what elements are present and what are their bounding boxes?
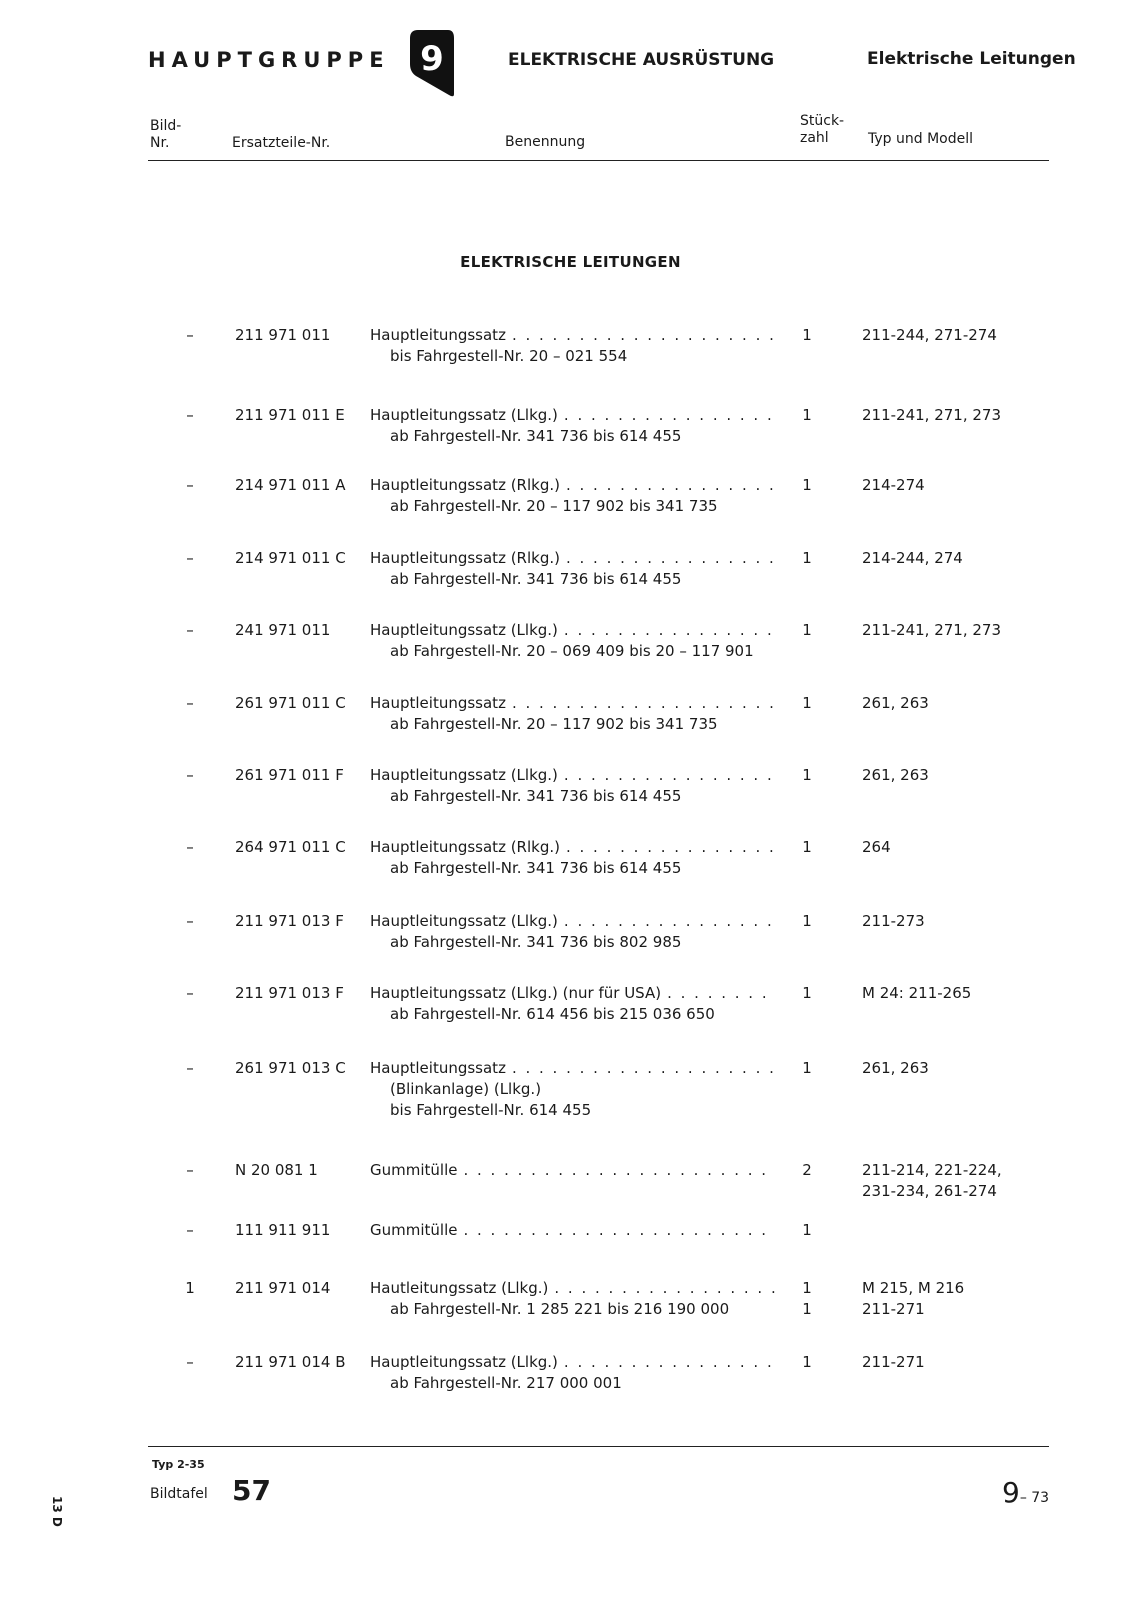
quantity-value: 1 bbox=[802, 476, 812, 494]
typ-modell bbox=[862, 837, 891, 858]
part-description bbox=[370, 693, 775, 735]
part-name: Hauptleitungssatz (Rlkg.) bbox=[370, 549, 560, 567]
leader-dots bbox=[564, 620, 775, 641]
quantity bbox=[800, 1352, 814, 1373]
typ-label: Typ 2-35 bbox=[152, 1458, 205, 1471]
typ-modell-value: 211-241, 271, 273 bbox=[862, 621, 1002, 639]
part-number: 211 971 014 bbox=[235, 1279, 331, 1297]
quantity-value: 1 bbox=[802, 984, 812, 1002]
column-header-typ-modell: Typ und Modell bbox=[868, 131, 973, 147]
typ-modell bbox=[862, 548, 963, 569]
part-name: Hautleitungssatz (Llkg.) bbox=[370, 1279, 549, 1297]
part-number: 214 971 011 C bbox=[235, 549, 346, 567]
typ-modell-value: 261, 263 bbox=[862, 766, 929, 784]
typ-modell-value: 214-244, 274 bbox=[862, 549, 963, 567]
typ-modell bbox=[862, 620, 1001, 641]
part-subline: ab Fahrgestell-Nr. 20 – 069 409 bis 20 – 117 901 bbox=[390, 642, 754, 660]
part-description bbox=[370, 1352, 775, 1394]
part-name: Hauptleitungssatz bbox=[370, 1059, 506, 1077]
part-subline: ab Fahrgestell-Nr. 341 736 bis 614 455 bbox=[390, 787, 682, 805]
quantity-value: 1 bbox=[802, 1059, 812, 1077]
bild-nr: – bbox=[186, 326, 194, 344]
part-description bbox=[370, 765, 775, 807]
quantity-value: 1 bbox=[802, 406, 812, 424]
part-subline: ab Fahrgestell-Nr. 614 456 bis 215 036 650 bbox=[390, 1005, 715, 1023]
typ-modell bbox=[862, 325, 997, 346]
quantity-value: 1 bbox=[802, 1221, 812, 1239]
page-main: 9 bbox=[1002, 1476, 1020, 1509]
part-subline: bis Fahrgestell-Nr. 20 – 021 554 bbox=[390, 347, 628, 365]
leader-dots bbox=[566, 475, 775, 496]
bild-nr: – bbox=[186, 549, 194, 567]
quantity bbox=[800, 1220, 814, 1241]
typ-modell-value: 211-273 bbox=[862, 912, 925, 930]
typ-modell-value: 211-271 bbox=[862, 1300, 925, 1318]
group-label: HAUPTGRUPPE bbox=[148, 48, 390, 72]
bild-nr: – bbox=[186, 912, 194, 930]
leader-dots bbox=[566, 837, 775, 858]
quantity-value: 1 bbox=[802, 549, 812, 567]
part-number: 211 971 014 B bbox=[235, 1353, 346, 1371]
part-name: Hauptleitungssatz (Llkg.) bbox=[370, 912, 558, 930]
typ-modell-value: 261, 263 bbox=[862, 1059, 929, 1077]
leader-dots bbox=[564, 911, 775, 932]
page-heading: ELEKTRISCHE LEITUNGEN bbox=[460, 253, 681, 271]
typ-modell-value: M 24: 211-265 bbox=[862, 984, 972, 1002]
part-number: 264 971 011 C bbox=[235, 838, 346, 856]
side-code: 13 D bbox=[50, 1496, 64, 1527]
group-number-badge bbox=[404, 28, 456, 98]
column-header-stueckzahl bbox=[800, 113, 844, 147]
part-description bbox=[370, 1160, 775, 1181]
part-description bbox=[370, 548, 775, 590]
typ-modell bbox=[862, 405, 1001, 426]
stueckzahl-line2: zahl bbox=[800, 130, 829, 146]
typ-modell-value: M 215, M 216 bbox=[862, 1279, 965, 1297]
bild-nr: – bbox=[186, 406, 194, 424]
quantity-value: 1 bbox=[802, 694, 812, 712]
part-name: Hauptleitungssatz (Llkg.) bbox=[370, 766, 558, 784]
bild-nr: 1 bbox=[185, 1279, 195, 1297]
part-description bbox=[370, 325, 775, 367]
part-number: 241 971 011 bbox=[235, 621, 331, 639]
part-number: 211 971 013 F bbox=[235, 984, 344, 1002]
typ-modell-value: 211-241, 271, 273 bbox=[862, 406, 1002, 424]
quantity bbox=[800, 475, 814, 496]
part-subline: ab Fahrgestell-Nr. 341 736 bis 614 455 bbox=[390, 427, 682, 445]
part-description bbox=[370, 475, 775, 517]
bild-nr: – bbox=[186, 476, 194, 494]
group-number: 9 bbox=[420, 39, 444, 79]
quantity bbox=[800, 1278, 814, 1320]
bildtafel-number: 57 bbox=[232, 1474, 271, 1507]
quantity-value: 1 bbox=[802, 912, 812, 930]
page-suffix: – 73 bbox=[1019, 1490, 1050, 1506]
part-subline: ab Fahrgestell-Nr. 20 – 117 902 bis 341 735 bbox=[390, 715, 718, 733]
typ-modell-value: 214-274 bbox=[862, 476, 925, 494]
typ-modell bbox=[862, 1352, 925, 1373]
part-subline: ab Fahrgestell-Nr. 1 285 221 bis 216 190 000 bbox=[390, 1300, 730, 1318]
quantity bbox=[800, 983, 814, 1004]
leader-dots bbox=[463, 1160, 775, 1181]
header-divider bbox=[148, 160, 1049, 161]
part-name: Hauptleitungssatz (Llkg.) bbox=[370, 406, 558, 424]
part-description bbox=[370, 983, 775, 1025]
part-name: Gummitülle bbox=[370, 1161, 458, 1179]
part-name: Hauptleitungssatz (Llkg.) bbox=[370, 1353, 558, 1371]
bild-nr: – bbox=[186, 838, 194, 856]
part-subline: bis Fahrgestell-Nr. 614 455 bbox=[390, 1101, 592, 1119]
bild-nr-line2: Nr. bbox=[150, 135, 170, 151]
leader-dots bbox=[512, 1058, 775, 1079]
typ-modell bbox=[862, 765, 929, 786]
part-subline: ab Fahrgestell-Nr. 217 000 001 bbox=[390, 1374, 622, 1392]
part-number: 214 971 011 A bbox=[235, 476, 346, 494]
bild-nr: – bbox=[186, 1221, 194, 1239]
part-number: 211 971 011 E bbox=[235, 406, 345, 424]
part-subline: ab Fahrgestell-Nr. 341 736 bis 802 985 bbox=[390, 933, 682, 951]
column-header-bild-nr bbox=[150, 118, 181, 152]
bild-nr: – bbox=[186, 694, 194, 712]
bild-nr: – bbox=[186, 621, 194, 639]
quantity bbox=[800, 620, 814, 641]
typ-modell bbox=[862, 1278, 964, 1320]
bild-nr: – bbox=[186, 1059, 194, 1077]
typ-modell bbox=[862, 983, 971, 1004]
quantity bbox=[800, 765, 814, 786]
leader-dots bbox=[554, 1278, 775, 1299]
leader-dots bbox=[512, 325, 775, 346]
quantity bbox=[800, 548, 814, 569]
quantity bbox=[800, 693, 814, 714]
bild-nr-line1: Bild- bbox=[150, 118, 182, 134]
bild-nr: – bbox=[186, 766, 194, 784]
column-header-ersatzteile-nr: Ersatzteile-Nr. bbox=[232, 135, 331, 151]
subsection-title: Elektrische Leitungen bbox=[867, 49, 1076, 69]
column-header-benennung: Benennung bbox=[505, 134, 586, 150]
leader-dots bbox=[667, 983, 775, 1004]
typ-modell-value: 211-244, 271-274 bbox=[862, 326, 997, 344]
section-title: ELEKTRISCHE AUSRÜSTUNG bbox=[508, 50, 775, 70]
leader-dots bbox=[564, 405, 775, 426]
part-description bbox=[370, 1278, 775, 1320]
quantity bbox=[800, 911, 814, 932]
quantity-value: 1 bbox=[802, 1279, 812, 1297]
quantity bbox=[800, 405, 814, 426]
typ-modell-value: 231-234, 261-274 bbox=[862, 1182, 997, 1200]
leader-dots bbox=[564, 1352, 775, 1373]
part-name: Gummitülle bbox=[370, 1221, 458, 1239]
part-number: 211 971 013 F bbox=[235, 912, 344, 930]
typ-modell bbox=[862, 911, 925, 932]
leader-dots bbox=[463, 1220, 775, 1241]
part-name: Hauptleitungssatz bbox=[370, 694, 506, 712]
part-description bbox=[370, 911, 775, 953]
part-name: Hauptleitungssatz (Llkg.) bbox=[370, 621, 558, 639]
part-number: N 20 081 1 bbox=[235, 1161, 318, 1179]
typ-modell bbox=[862, 1058, 929, 1079]
quantity-value: 1 bbox=[802, 326, 812, 344]
part-number: 261 971 013 C bbox=[235, 1059, 346, 1077]
leader-dots bbox=[512, 693, 775, 714]
part-name: Hauptleitungssatz (Llkg.) (nur für USA) bbox=[370, 984, 662, 1002]
typ-modell bbox=[862, 1160, 1002, 1202]
quantity-value: 2 bbox=[802, 1161, 812, 1179]
stueckzahl-line1: Stück- bbox=[800, 113, 845, 129]
typ-modell-value: 261, 263 bbox=[862, 694, 929, 712]
part-name: Hauptleitungssatz bbox=[370, 326, 506, 344]
part-subline: ab Fahrgestell-Nr. 20 – 117 902 bis 341 735 bbox=[390, 497, 718, 515]
page-number bbox=[1002, 1476, 1049, 1509]
quantity bbox=[800, 1160, 814, 1181]
quantity-value: 1 bbox=[802, 1300, 812, 1318]
quantity-value: 1 bbox=[802, 838, 812, 856]
part-description bbox=[370, 620, 775, 662]
part-description bbox=[370, 1058, 775, 1121]
typ-modell-value: 264 bbox=[862, 838, 891, 856]
part-number: 111 911 911 bbox=[235, 1221, 331, 1239]
quantity bbox=[800, 1058, 814, 1079]
quantity-value: 1 bbox=[802, 1353, 812, 1371]
bild-nr: – bbox=[186, 1353, 194, 1371]
part-description bbox=[370, 405, 775, 447]
typ-modell-value: 211-214, 221-224, bbox=[862, 1161, 1002, 1179]
bildtafel-label: Bildtafel bbox=[150, 1486, 208, 1502]
part-name: Hauptleitungssatz (Rlkg.) bbox=[370, 476, 560, 494]
leader-dots bbox=[564, 765, 775, 786]
part-subline: (Blinkanlage) (Llkg.) bbox=[390, 1080, 542, 1098]
part-description bbox=[370, 1220, 775, 1241]
quantity bbox=[800, 325, 814, 346]
part-name: Hauptleitungssatz (Rlkg.) bbox=[370, 838, 560, 856]
bild-nr: – bbox=[186, 984, 194, 1002]
bild-nr: – bbox=[186, 1161, 194, 1179]
typ-modell bbox=[862, 693, 929, 714]
part-number: 211 971 011 bbox=[235, 326, 331, 344]
quantity bbox=[800, 837, 814, 858]
quantity-value: 1 bbox=[802, 766, 812, 784]
part-number: 261 971 011 F bbox=[235, 766, 344, 784]
leader-dots bbox=[566, 548, 775, 569]
part-subline: ab Fahrgestell-Nr. 341 736 bis 614 455 bbox=[390, 570, 682, 588]
part-description bbox=[370, 837, 775, 879]
part-number: 261 971 011 C bbox=[235, 694, 346, 712]
footer-divider bbox=[148, 1446, 1049, 1447]
typ-modell-value: 211-271 bbox=[862, 1353, 925, 1371]
quantity-value: 1 bbox=[802, 621, 812, 639]
typ-modell bbox=[862, 475, 925, 496]
part-subline: ab Fahrgestell-Nr. 341 736 bis 614 455 bbox=[390, 859, 682, 877]
